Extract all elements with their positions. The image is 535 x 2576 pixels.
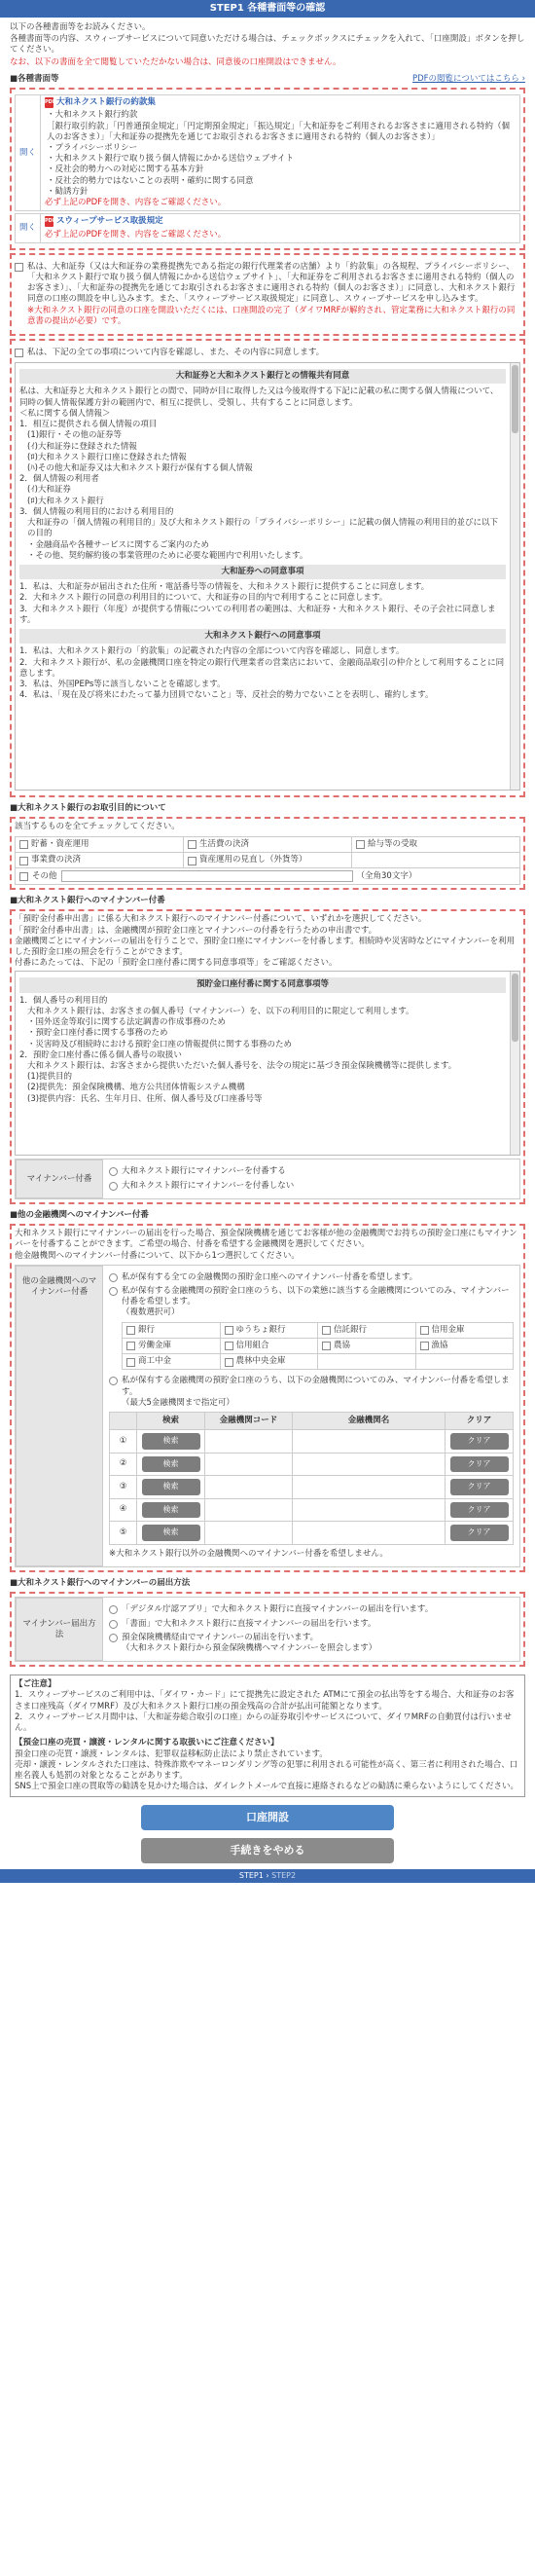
search-button[interactable]: 検索 [142,1525,200,1541]
notes-text: 売却・譲渡・レンタルされた口座は、特殊詐欺やマネーロンダリング等の犯罪に利用される可能性が高く、第三者に利用された場合、口座名義人も処罰の対象となることがあります。 [15,1759,518,1781]
terms-text: 1．私は、大和ネクスト銀行の「約款集」の記載された内容の全部について内容を確認し、同意します。 [19,646,405,657]
other-opt2-note: （複数選択可） [122,1307,180,1318]
reg-label: マイナンバー届出方法 [16,1598,103,1661]
terms-text: (ﾛ)大和ネクスト銀行 [27,496,104,506]
doc1-item: ［銀行取引約款」「円普通預金規定」「円定期預金規定」「振込規定」「大和証券をご利用されるお客さまに適用される特約（個人のお客さま）」「大和証券の提携先を通じてお取引されるお客さまに適用される特約（個人のお客さま）」 [47,121,511,142]
terms-text: ・その他、契約解約後の事業管理のために必要な範囲内で利用いたします。 [27,550,308,561]
terms-text: ＜私に関する個人情報＞ [19,408,111,419]
reg-option-dic[interactable]: 預金保険機構経由でマイナンバーの届出を行います。 （大和ネクスト銀行から預金保険機構へマイナンバーを照会します） [109,1633,514,1654]
notes-text: 2．スウィープサービス月間中は、「大和証券総合取引の口座」からの証券取引やサービスについて、ダイワMRFの自動買付は行いません。 [15,1711,512,1734]
notes-title: 【ご注意】 [15,1679,56,1690]
docs-section-title: ■各種書面等 [10,73,59,84]
reg-radio-app[interactable] [109,1605,118,1614]
mynum-body: ・災害時及び相続時における預貯金口座の情報提供に関する事務のため [27,1039,293,1049]
intro-line2: 各種書面等の内容、スウィープサービスについて同意いただける場合は、チェックボックスにチェックを入れて、「口座開設」ボタンを押してください。 [10,34,525,55]
category-option[interactable]: 労働金庫 [123,1339,221,1354]
category-option[interactable]: 漁協 [416,1339,515,1354]
purpose-checkbox[interactable] [19,840,28,849]
mynum-body: ・国外送金等取引に関する法定調書の作成事務のため [27,1017,227,1028]
mynum-text: 「預貯金付番申出書」に係る大和ネクスト銀行へのマイナンバー付番について、いずれかを選択してください。 [15,914,427,925]
purpose-option[interactable]: 給与等の受取 [352,837,520,853]
purpose-checkbox[interactable] [188,857,196,865]
category-option[interactable]: 信用組合 [221,1339,319,1354]
terms-text: 4．私は、「現在及び将来にわたって暴力団員でないこと」等、反社会的勢力でないことを表明し、確約します。 [19,690,434,701]
category-option[interactable]: 銀行 [123,1323,221,1339]
purpose-option [352,853,520,868]
consent2-text: 私は、下記の全ての事項について内容を確認し、また、その内容に同意します。 [27,348,325,358]
purpose-checkbox[interactable] [19,857,28,865]
intro-line3: なお、以下の書面を全て閲覧していただかない場合は、同意後の口座開設はできません。 [10,56,341,67]
purpose-grid [15,836,520,868]
search-button[interactable]: 検索 [142,1433,200,1450]
table-row [110,1498,514,1522]
bank-name-cell [293,1453,446,1476]
category-option[interactable]: ゆうちょ銀行 [221,1323,319,1339]
scrollbar[interactable] [510,972,519,1155]
purpose-other-checkbox[interactable] [19,872,28,881]
doc1-item: ・勧誘方針 [47,186,89,197]
terms-text: (ﾊ)その他大和証券又は大和ネクスト銀行が保有する個人情報 [27,463,253,473]
terms-text: ・金融商品や各種サービスに関するご案内のため [27,539,210,550]
other-radio-all[interactable] [109,1273,118,1282]
other-text: 大和ネクスト銀行にマイナンバーの届出を行った場合、預金保険機構を通じてお客様が他の金融機関でお持ちの預貯金口座にもマイナンバーを付番することができます。ご希望の場合、付番を希望する金融機関を選択してください。 [15,1229,517,1250]
other-option-specific[interactable]: 私が保有する金融機関の預貯金口座のうち、以下の金融機関についてのみ、マイナンバー付番を希望します。 （最大5金融機関まで指定可） [109,1376,514,1409]
mynum-label: マイナンバー付番 [16,1159,103,1197]
mynum-body: 2．預貯金口座付番に係る個人番号の取扱い [19,1049,182,1060]
bank-table-header [110,1412,137,1429]
mynum-body: ・預貯金口座付番に関する事務のため [27,1028,168,1039]
step-footer [0,1869,535,1883]
clear-button[interactable]: クリア [450,1433,509,1450]
terms-text: 大和証券の「個人情報の利用目的」及び大和ネクスト銀行の「プライバシーポリシー」に記載の個人情報の利用目的並びに以下の目的 [27,518,498,539]
terms-text: 3．私は、外国PEPs等に該当しないことを確認します。 [19,679,226,689]
consent1-checkbox[interactable] [15,263,23,272]
table-row [110,1430,514,1454]
doc1-item: ・大和ネクスト銀行で取り扱う個人情報にかかる送信ウェブサイト [47,154,294,165]
purpose-other-note: （全角30文字） [356,870,417,881]
category-option [318,1354,416,1370]
purpose-option[interactable]: 事業費の決済 [16,853,184,868]
purpose-option[interactable]: 貯蓄・資産運用 [16,837,184,853]
bank-code-cell [205,1498,293,1522]
row-number: ⑤ [110,1522,137,1545]
category-checkbox[interactable] [225,1358,233,1367]
terms-text: 3．大和ネクスト銀行（年度）が提供する情報についての利用者の範囲は、大和証券・大和ネクスト銀行、その子会社に同意します。 [19,604,496,625]
category-option[interactable]: 信用金庫 [416,1323,515,1339]
bank-name-cell [293,1522,446,1545]
notes-text: 預金口座の売買・譲渡・レンタルは、犯罪収益移転防止法により禁止されています。 [15,1748,328,1759]
terms-text: 3．個人情報の利用目的における利用目的 [19,506,174,517]
purpose-title: ■大和ネクスト銀行のお取引目的について [10,803,166,814]
other-label: 他の金融機関へのマイナンバー付番 [16,1266,103,1566]
category-checkbox[interactable] [126,1326,135,1335]
category-checkbox[interactable] [225,1342,233,1350]
intro [10,22,525,68]
category-option[interactable]: 農協 [318,1339,416,1354]
purpose-option[interactable]: 生活費の決済 [184,837,352,853]
other-option-all[interactable]: 私が保有する全ての金融機関の預貯金口座へのマイナンバー付番を希望します。 [109,1272,514,1283]
mynum-radio-no[interactable] [109,1182,118,1191]
table-row [110,1453,514,1476]
mynum-body: (2)提供先：預金保険機構、地方公共団体情報システム機構 [27,1083,245,1093]
bank-table [109,1412,514,1545]
mynum-box [10,909,525,1204]
search-button[interactable]: 検索 [142,1502,200,1519]
purpose-sub: 該当するものを全てチェックしてください。 [15,822,180,832]
terms-band: 大和ネクスト銀行への同意事項 [19,629,506,644]
category-option[interactable]: 商工中金 [123,1354,221,1370]
mynum-option-yes[interactable]: 大和ネクスト銀行にマイナンバーを付番する [109,1166,514,1177]
clear-button[interactable]: クリア [450,1502,509,1519]
search-button[interactable]: 検索 [142,1479,200,1495]
bank-code-cell [205,1453,293,1476]
category-checkbox[interactable] [126,1358,135,1367]
mynum-title: ■大和ネクスト銀行へのマイナンバー付番 [10,896,165,906]
clear-button[interactable]: クリア [450,1456,509,1473]
terms-text: (1)銀行・その他の証券等 [27,430,123,441]
reg-title: ■大和ネクスト銀行へのマイナンバーの届出方法 [10,1578,191,1589]
doc1-item: ・反社会的勢力ではないことの表明・確約に関する同意 [47,175,254,186]
reg-box [10,1592,525,1667]
footer-step1: STEP1 [238,1871,264,1881]
doc2-warning: 必ず上記のPDFを開き、内容をご確認ください。 [45,229,227,239]
mynum-option-no[interactable]: 大和ネクスト銀行にマイナンバーを付番しない [109,1181,514,1192]
mynum-body: (3)提供内容：氏名、生年月日、住所、個人番号及び口座番号等 [27,1093,263,1104]
mynum-body: (1)提供目的 [27,1072,73,1083]
other-title: ■他の金融機関へのマイナンバー付番 [10,1209,149,1220]
purpose-other-label: その他 [32,870,57,881]
clear-button[interactable]: クリア [450,1525,509,1541]
mynum-radio-yes[interactable] [109,1167,118,1176]
terms-text: 私は、大和証券と大和ネクスト銀行との間で、同時が目に取得した又は今後取得する下記に記載の私に関する個人情報について、同時の個人情報保護方針の範囲内で、相互に提供し、受領し、共有することに同意します。 [19,386,499,408]
purpose-other-input[interactable] [61,870,353,882]
terms-text: (ｲ)大和証券に登録された情報 [27,441,137,452]
reg-option-app[interactable]: 「デジタル庁認アプリ」で大和ネクスト銀行に直接マイナンバーの届出を行います。 [109,1604,514,1615]
terms-text: 2．大和ネクスト銀行の同意の利用目的について、大和証券の目的内で利用することに同意します。 [19,593,388,604]
docs-box [10,88,525,250]
clear-button[interactable]: クリア [450,1479,509,1495]
doc2-toggle[interactable]: 開く [16,214,41,241]
scrollbar[interactable] [510,363,519,790]
doc2-link[interactable]: PDF スウィープサービス取扱規定 [45,216,163,227]
reg-radio-dic[interactable] [109,1634,118,1642]
doc-yakkan [15,94,520,211]
terms-text: 2．個人情報の利用者 [19,474,99,485]
other-opt3-note: （最大5金融機関まで指定可） [122,1397,234,1408]
consent2-checkbox[interactable] [15,349,23,357]
search-button[interactable]: 検索 [142,1456,200,1473]
other-radio-specific[interactable] [109,1377,118,1385]
footer-sep: › [263,1871,272,1881]
bank-code-cell [205,1476,293,1499]
terms-band: 大和証券と大和ネクスト銀行との情報共有同意 [19,369,506,384]
terms-text: (ｲ)大和証券 [27,485,71,496]
purpose-box [10,817,525,890]
terms-scroll-area[interactable] [15,362,520,791]
page-header [0,0,535,18]
footer-step2: STEP2 [271,1871,297,1881]
bank-table-header: 金融機関コード [205,1412,293,1429]
category-option[interactable]: 農林中央金庫 [221,1354,319,1370]
category-grid [122,1322,514,1371]
pdf-icon: PDF [45,97,54,108]
bank-table-header: 金融機関名 [293,1412,446,1429]
doc-sweep [15,213,520,242]
mynum-band: 預貯金口座付番に関する同意事項等 [19,977,506,992]
category-option[interactable]: 信託銀行 [318,1323,416,1339]
terms-text: (ﾛ)大和ネクスト銀行口座に登録された情報 [27,452,187,462]
table-row [110,1476,514,1499]
consent1-text: 私は、大和証券（又は大和証券の業務提携先である指定の銀行代理業者の店舗）より「約款集」の各規程、プライバシーポリシー、「大和ネクスト銀行で取り扱う個人情報にかかる送信ウェブサイト」、「大和証券をご利用されるお客さまに適用される特約（個人のお客さま）」、「大和証券の提携先を通じてお取引されるお客さまに適用される特約（個人のお客さま）」に同意し、大和ネクスト銀行同意の口座の開設を申し込みます。また、「スウィープサービス取扱規定」に同意し、スウィープサービスを申し込みます。 [27,261,516,305]
category-checkbox[interactable] [420,1326,429,1335]
row-number: ① [110,1430,137,1454]
other-text2: 他金融機関へのマイナンバー付番について、以下から1つ選択してください。 [15,1250,300,1261]
mynum-note: 金融機関ごとにマイナンバーの届出を行うことで、預貯金口座にマイナンバーを付番します。相続時や災害時などにマイナンバーを利用した預貯金口座の照会を行うことができます。 [15,936,516,957]
pdf-icon: PDF [45,216,54,227]
category-checkbox[interactable] [126,1342,135,1350]
reg-opt3-note: （大和ネクスト銀行から預金保険機構へマイナンバーを照会します） [122,1642,377,1653]
mynum-note: 「預貯金付番申出書」は、金融機関が預貯金口座とマイナンバーの付番を行うための申出書です。 [15,925,377,936]
consent1-box [10,253,525,336]
purpose-checkbox[interactable] [356,840,365,849]
bank-table-header: クリア [446,1412,514,1429]
bank-code-cell [205,1522,293,1545]
bank-name-cell [293,1498,446,1522]
purpose-checkbox[interactable] [188,840,196,849]
terms-text: 2．大和ネクスト銀行が、私の金融機関口座を特定の銀行代理業者の営業店において、金融商品取引の仲介として利用することに同意します。 [19,657,505,679]
other-option-category[interactable]: 私が保有する金融機関の預貯金口座のうち、以下の業態に該当する金融機関についてのみ、マイナンバー付番を希望します。 （複数選択可） [109,1286,514,1319]
terms-text: 1．相互に提供される個人情報の項目 [19,420,158,430]
bank-name-cell [293,1476,446,1499]
terms-band: 大和証券への同意事項 [19,565,506,579]
row-number: ④ [110,1498,137,1522]
terms-text: 1．私は、大和証券が届出された住所・電話番号等の情報を、大和ネクスト銀行に提供することに同意します。 [19,582,430,593]
doc1-item: ・プライバシーポリシー [47,142,138,153]
bank-name-cell [293,1430,446,1454]
mynum-body: 大和ネクスト銀行は、お客さまの個人番号（マイナンバー）を、以下の利用目的に限定して利用します。 [27,1006,414,1016]
mynum-body: 大和ネクスト銀行は、お客さまから提供いただいた個人番号を、法令の規定に基づき預金保険機構等に提供します。 [27,1060,457,1071]
category-checkbox[interactable] [420,1342,429,1350]
consent2-box [10,339,525,797]
row-number: ③ [110,1476,137,1499]
reg-radio-paper[interactable] [109,1620,118,1629]
category-checkbox[interactable] [225,1326,233,1335]
doc1-link[interactable]: PDF 大和ネクスト銀行の約款集 [45,97,156,108]
notes-text: 1．スウィープサービスのご利用中は、「ダイワ・カード」にて提携先に設定された ATMにて預金の払出等をする場合、大和証券のお客さま口座残高（ダイワMRF）及び大和ネクスト銀行口座の預金残高の合計が払出可能額となります。 [15,1690,515,1711]
page-title: STEP1 各種書面等の確認 [209,3,326,14]
notes-text: SNS上で預金口座の買取等の勧誘を見かけた場合は、ダイレクトメールで直接に連絡されるなどの勧誘に乗らないようにしてください。 [15,1782,519,1792]
doc1-item: ・反社会的勢力への対応に関する基本方針 [47,165,204,175]
pdf-help-link[interactable]: PDFの閲覧についてはこちら › [412,73,525,84]
chevron-right-icon: › [521,73,525,84]
mynum-scroll-area[interactable] [15,971,520,1156]
doc1-toggle[interactable]: 開く [16,95,41,210]
intro-line1: 以下の各種書面等をお読みください。 [10,22,151,32]
table-row [110,1522,514,1545]
category-checkbox[interactable] [322,1326,331,1335]
doc1-warning: 必ず上記のPDFを開き、内容をご確認ください。 [45,198,227,208]
reg-option-paper[interactable]: 「書面」で大和ネクスト銀行に直接マイナンバーの届出を行います。 [109,1619,514,1630]
other-box [10,1224,525,1572]
other-note: ※大和ネクスト銀行以外の金融機関へのマイナンバー付番を希望しません。 [109,1548,388,1559]
notes-text: 【預金口座の売買・譲渡・レンタルに関する取扱いにご注意ください】 [15,1738,279,1748]
consent1-note: ※大和ネクスト銀行の同意の口座を開設いただくには、口座開設の完了（ダイワMRFが解約され、管定業務に大和ネクスト銀行の同意書の提出が必要）です。 [27,305,516,326]
mynum-body: 1．個人番号の利用目的 [19,995,108,1006]
bank-table-header: 検索 [137,1412,205,1429]
row-number: ② [110,1453,137,1476]
other-radio-category[interactable] [109,1287,118,1296]
purpose-option[interactable]: 資産運用の見直し（外貨等） [184,853,352,868]
category-checkbox[interactable] [322,1342,331,1350]
notes-box [10,1674,525,1797]
doc1-item: ・大和ネクスト銀行約款 [47,110,138,121]
open-account-button[interactable]: 口座開設 [141,1805,394,1830]
category-option [416,1354,515,1370]
bank-code-cell [205,1430,293,1454]
mynum-note: 付番にあたっては、下記の「預貯金口座付番に関する同意事項等」をご確認ください。 [15,958,338,969]
cancel-button[interactable]: 手続きをやめる [141,1838,394,1863]
